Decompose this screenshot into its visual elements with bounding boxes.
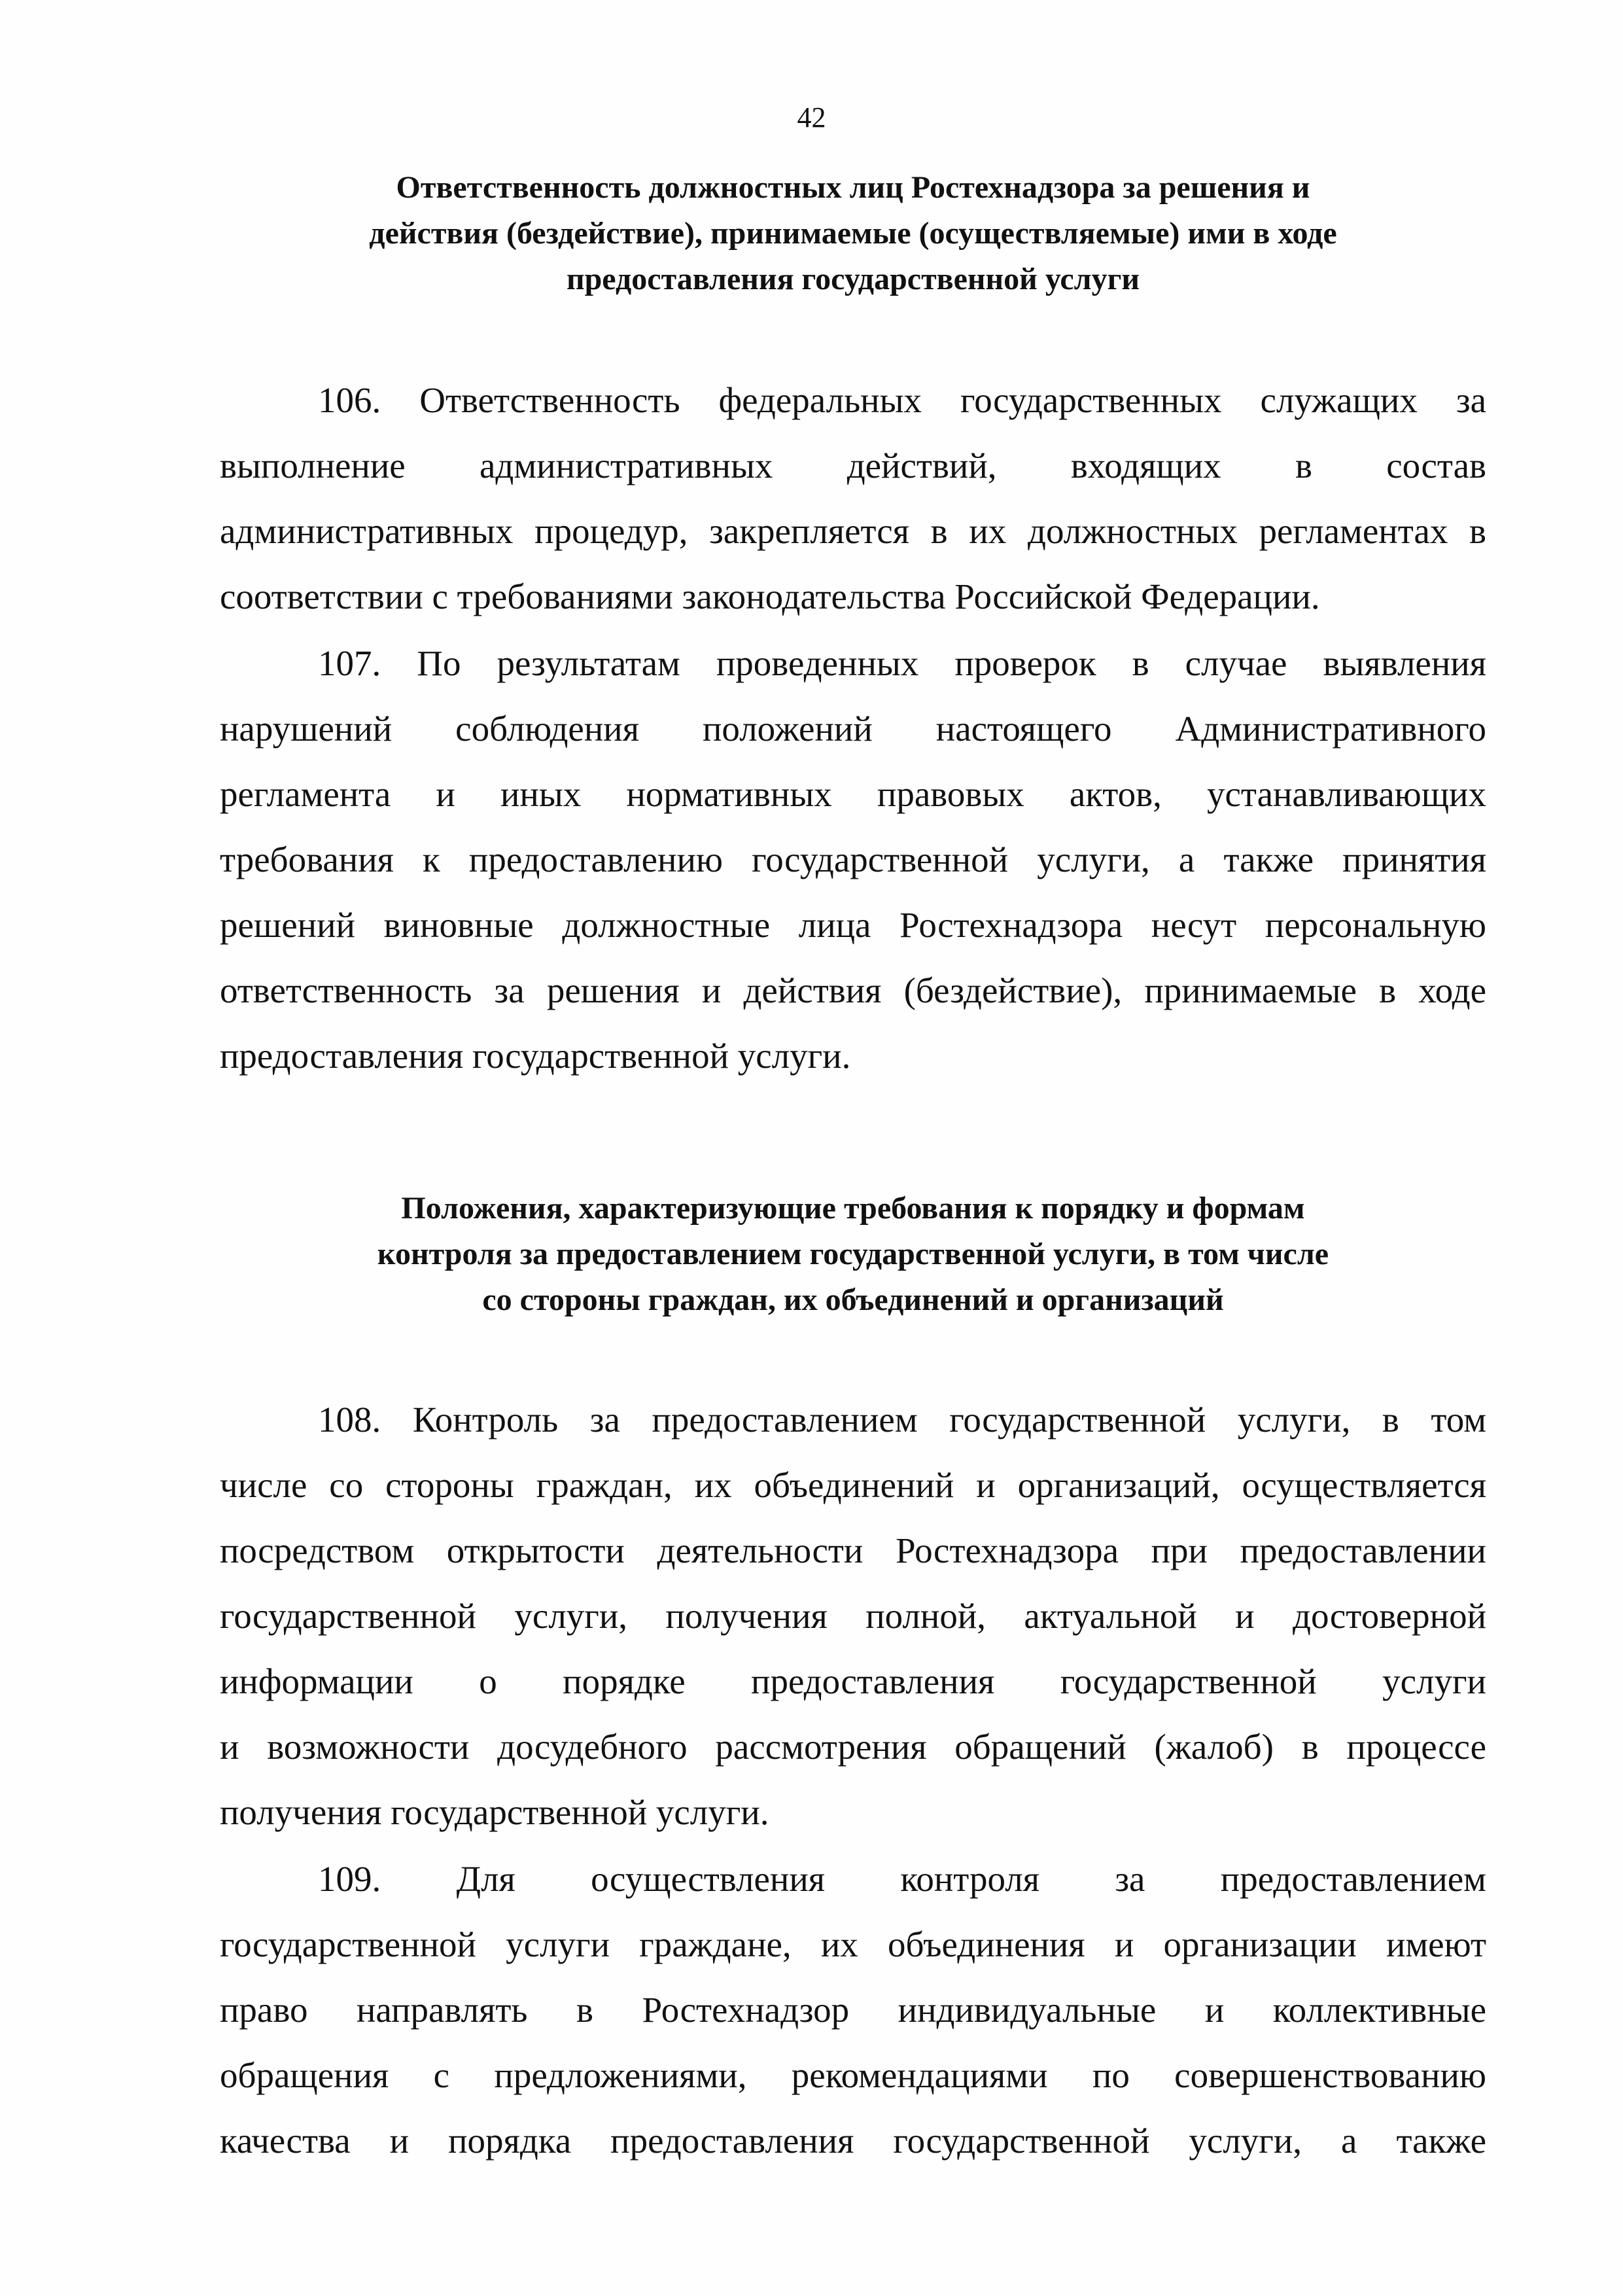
paragraph-line: 107. По результатам проведенных проверок в случае выявления [318,643,1486,683]
section-heading-responsibility [220,165,1486,302]
paragraph-line: предоставления государственной услуги. [220,1036,851,1076]
paragraph-line: получения государственной услуги. [220,1792,769,1832]
heading-line: Положения, характеризующие требования к порядку и формам [401,1191,1305,1226]
paragraph-line: информации о порядке предоставления государственной услуги [220,1661,1486,1701]
paragraph-107 [220,631,1486,1089]
paragraph-line: ответственность за решения и действия (бездействие), принимаемые в ходе [220,970,1486,1010]
page-number: 42 [797,101,826,133]
paragraph-line: качества и порядка предоставления государственной услуги, а также [220,2121,1486,2161]
paragraph-109 [220,1846,1486,2174]
paragraph-line: право направлять в Ростехнадзор индивидуальные и коллективные [220,1990,1486,2030]
section-heading-control-requirements [220,1186,1486,1323]
paragraph-line: решений виновные должностные лица Ростехнадзора несут персональную [220,905,1486,945]
paragraph-line: посредством открытости деятельности Ростехнадзора при предоставлении [220,1530,1486,1570]
heading-line: контроля за предоставлением государственной услуги, в том числе [377,1237,1329,1271]
heading-line: Ответственность должностных лиц Ростехнадзора за решения и [396,170,1310,205]
paragraph-line: и возможности досудебного рассмотрения обращений (жалоб) в процессе [220,1727,1486,1767]
paragraph-line: требования к предоставлению государственной услуги, а также принятия [220,839,1486,879]
paragraph-106 [220,368,1486,629]
paragraph-line: 108. Контроль за предоставлением государственной услуги, в том [318,1400,1486,1439]
heading-line: действия (бездействие), принимаемые (осуществляемые) ими в ходе [369,216,1337,251]
paragraph-line: государственной услуги, получения полной, актуальной и достоверной [220,1596,1486,1636]
paragraph-line: регламента и иных нормативных правовых актов, устанавливающих [220,774,1486,814]
paragraph-108 [220,1387,1486,1845]
paragraph-line: государственной услуги граждане, их объединения и организации имеют [220,1924,1486,1964]
paragraph-line: 109. Для осуществления контроля за предоставлением [318,1859,1486,1899]
heading-line: предоставления государственной услуги [566,262,1140,296]
paragraph-line: 106. Ответственность федеральных государственных служащих за [318,380,1486,420]
paragraph-line: выполнение административных действий, входящих в состав [220,446,1486,486]
paragraph-line: обращения с предложениями, рекомендациями по совершенствованию [220,2055,1486,2095]
heading-line: со стороны граждан, их объединений и организаций [482,1282,1224,1317]
paragraph-line: административных процедур, закрепляется в их должностных регламентах в [220,511,1486,551]
document-body [220,165,1486,2174]
paragraph-line: соответствии с требованиями законодательства Российской Федерации. [220,576,1320,616]
paragraph-line: нарушений соблюдения положений настоящего Административного [220,709,1486,749]
paragraph-line: числе со стороны граждан, их объединений и организаций, осуществляется [220,1465,1486,1505]
